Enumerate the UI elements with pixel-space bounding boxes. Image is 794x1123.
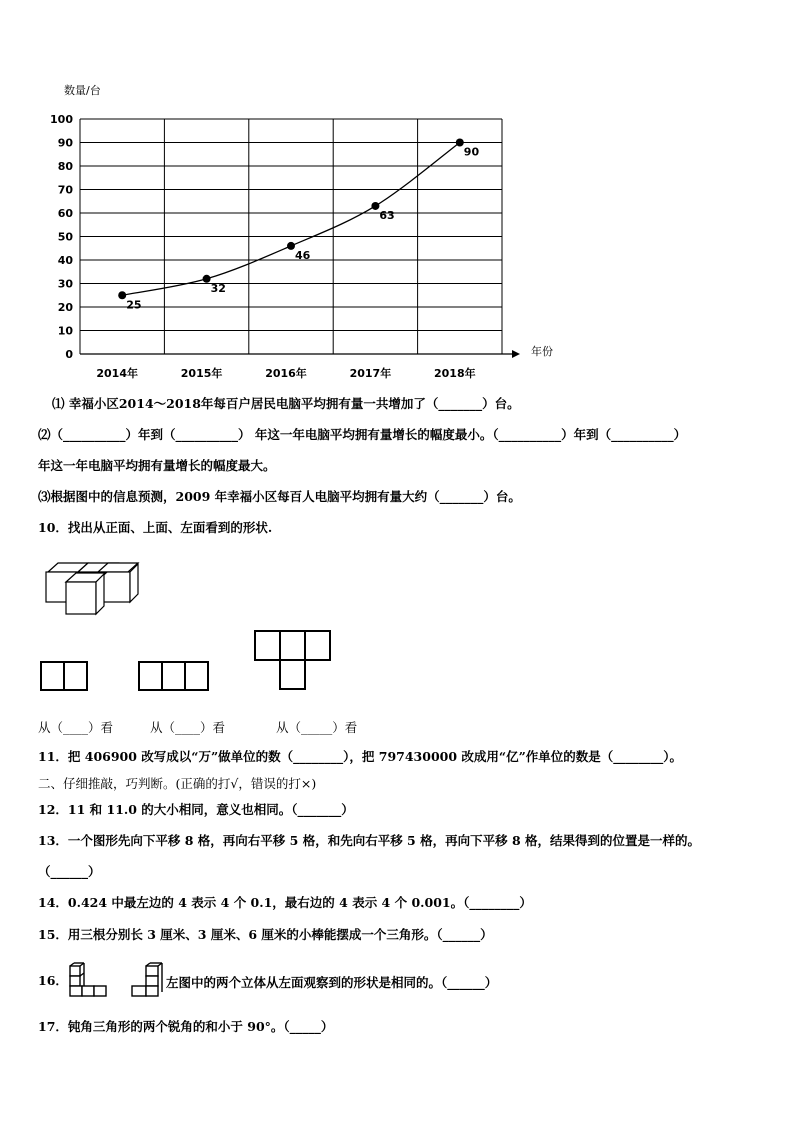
q9-part2-line2: 年这一年电脑平均拥有量增长的幅度最大。 xyxy=(38,458,276,473)
x-tick-label: 2014年 xyxy=(96,367,139,380)
data-label: 90 xyxy=(463,145,480,159)
q11: 11．把 406900 改写成以“万”做单位的数（________），把 797430000 改成用“亿”作单位的数是（________）。 xyxy=(38,749,683,764)
y-tick-label: 60 xyxy=(57,207,73,220)
data-label: 32 xyxy=(210,281,226,295)
x-tick-label: 2015年 xyxy=(180,367,223,380)
q13-line1: 13．一个图形先向下平移 8 格，再向右平移 5 格，和先向右平移 5 格，再向下平移 8 格，结果得到的位置是一样的。 xyxy=(38,833,701,848)
y-tick-label: 50 xyxy=(57,230,73,244)
chart-ticks xyxy=(50,113,476,380)
y-tick-label: 90 xyxy=(57,136,73,150)
q17: 17．钝角三角形的两个锐角的和小于 90°。（_____） xyxy=(38,1019,334,1034)
q16-solid-left xyxy=(68,962,108,998)
x-tick-label: 2018年 xyxy=(433,367,476,380)
x-axis-label: 年份 xyxy=(531,345,553,358)
cube-solid-figure xyxy=(44,560,144,620)
y-axis-label: 数量/台 xyxy=(64,84,101,97)
q15: 15．用三根分别长 3 厘米、3 厘米、6 厘米的小棒能摆成一个三角形。（______） xyxy=(38,927,493,942)
q9-part1: ⑴ 幸福小区2014～2018年每百户居民电脑平均拥有量一共增加了（_______）台。 xyxy=(52,396,520,411)
y-tick-label: 40 xyxy=(57,254,73,267)
data-point xyxy=(456,139,464,147)
data-point xyxy=(203,275,211,283)
data-point xyxy=(287,242,295,250)
y-tick-label: 80 xyxy=(57,160,73,173)
view-answer-3: 从（_____）看 xyxy=(276,720,358,735)
q16-number: 16． xyxy=(38,973,68,988)
q9-part3: ⑶根据图中的信息预测，2009 年幸福小区每百人电脑平均拥有量大约（_______）台。 xyxy=(38,489,521,504)
x-axis-arrow xyxy=(512,350,520,358)
q12: 12．11 和 11.0 的大小相同，意义也相同。（_______） xyxy=(38,802,354,817)
data-point xyxy=(118,291,126,299)
view-shape-three-squares xyxy=(138,661,212,693)
chart-axes xyxy=(80,350,520,358)
q10-title: 10．找出从正面、上面、左面看到的形状. xyxy=(38,520,273,535)
y-tick-label: 20 xyxy=(57,301,73,314)
section-2-heading: 二、仔细推敲，巧判断。(正确的打√，错误的打×) xyxy=(38,776,317,791)
x-tick-label: 2016年 xyxy=(265,367,307,380)
series-points xyxy=(118,139,479,312)
q16-text: 左图中的两个立体从左面观察到的形状是相同的。（______） xyxy=(166,975,498,990)
view-answer-1: 从（____）看 xyxy=(38,720,114,735)
data-label: 63 xyxy=(379,208,395,222)
q9-part2-line1: ⑵（__________）年到（__________） 年这一年电脑平均拥有量增长的幅度最小。（__________）年到（__________） xyxy=(38,427,687,442)
series-line xyxy=(122,143,460,296)
view-shape-two-squares xyxy=(40,661,90,693)
q13-line2: （______） xyxy=(38,864,101,879)
y-tick-label: 100 xyxy=(50,113,73,126)
line-chart xyxy=(0,0,794,390)
y-tick-label: 70 xyxy=(57,183,73,197)
view-answer-2: 从（____）看 xyxy=(150,720,226,735)
view-shape-t-shape xyxy=(254,630,332,692)
q14: 14．0.424 中最左边的 4 表示 4 个 0.1，最右边的 4 表示 4 个 0.001。（________） xyxy=(38,895,532,910)
data-label: 46 xyxy=(295,248,311,262)
data-label: 25 xyxy=(126,298,142,312)
y-tick-label: 0 xyxy=(65,348,73,361)
x-tick-label: 2017年 xyxy=(349,367,392,380)
y-tick-label: 30 xyxy=(57,277,73,291)
y-tick-label: 10 xyxy=(57,324,73,338)
q16-solid-right xyxy=(130,962,166,998)
data-point xyxy=(371,202,379,210)
chart-grid xyxy=(80,119,502,354)
